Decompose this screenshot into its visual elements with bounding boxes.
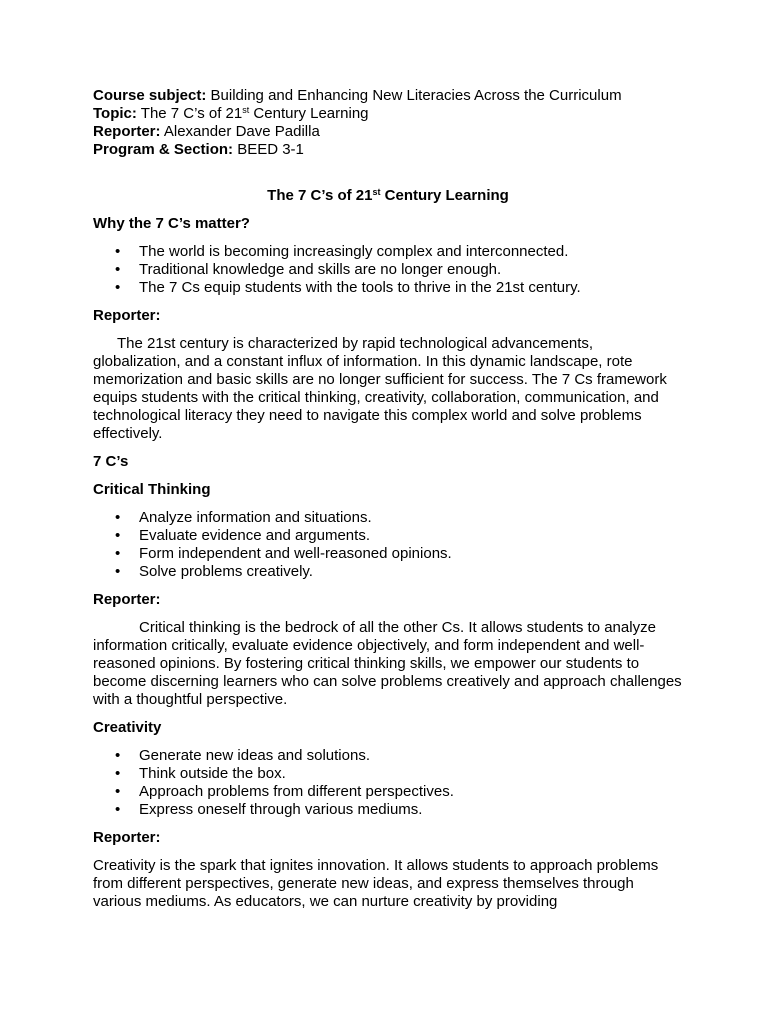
- list-item-text: Analyze information and situations.: [139, 509, 372, 526]
- list-item-text: Think outside the box.: [139, 765, 286, 782]
- bullet-icon: •: [115, 527, 121, 544]
- bullet-icon: •: [115, 765, 121, 782]
- list-item-text: Traditional knowledge and skills are no longer enough.: [139, 261, 502, 278]
- list-item: [93, 527, 683, 545]
- list-item: [93, 563, 683, 581]
- header-block: [93, 87, 683, 159]
- list-item-text: Express oneself through various mediums.: [139, 801, 423, 818]
- list-item: [93, 261, 683, 279]
- reporter-line: [93, 123, 683, 141]
- bullet-icon: •: [115, 243, 121, 260]
- list-item-text: Solve problems creatively.: [139, 563, 313, 580]
- list-item: [93, 765, 683, 783]
- list-item-text: The world is becoming increasingly complex and interconnected.: [139, 243, 569, 260]
- list-item-text: Generate new ideas and solutions.: [139, 747, 370, 764]
- reporter-label: Reporter:: [93, 123, 161, 140]
- bullet-icon: •: [115, 279, 121, 296]
- seven-cs-heading: 7 C’s: [93, 453, 129, 470]
- why-reporter-paragraph: The 21st century is characterized by rapid technological advancements, globalization, and a constant influx of information. In this dynamic landscape, rote memorization and basic skills are no longer sufficient for success. The 7 Cs framework equips students with the critical thinking, creativity, collaboration, communication, and technological literacy they need to navigate this complex world and solve problems effectively.: [93, 335, 667, 442]
- bullet-icon: •: [115, 545, 121, 562]
- list-item: [93, 279, 683, 297]
- critical-thinking-heading: Critical Thinking: [93, 481, 211, 498]
- course-subject-label: Course subject:: [93, 87, 207, 104]
- why-bullet-list: [93, 243, 683, 297]
- course-subject-line: [93, 87, 683, 105]
- list-item: [93, 545, 683, 563]
- bullet-icon: •: [115, 801, 121, 818]
- title-text-end: Century Learning: [380, 187, 509, 204]
- program-section-label: Program & Section:: [93, 141, 234, 158]
- list-item-text: Evaluate evidence and arguments.: [139, 527, 370, 544]
- list-item-text: The 7 Cs equip students with the tools to thrive in the 21st century.: [139, 279, 581, 296]
- title-text-start: The 7 C’s of 21: [267, 187, 373, 204]
- list-item: [93, 783, 683, 801]
- topic-line: [93, 105, 683, 123]
- bullet-icon: •: [115, 747, 121, 764]
- bullet-icon: •: [115, 509, 121, 526]
- document-title: [93, 187, 683, 205]
- topic-superscript: st: [242, 105, 250, 115]
- critical-thinking-reporter-paragraph: Critical thinking is the bedrock of all the other Cs. It allows students to analyze information critically, evaluate evidence objectively, and form independent and well-reasoned opinions. By fostering critical thinking skills, we empower our students to become discerning learners who can solve problems creatively and approach challenges with a thoughtful perspective.: [93, 619, 682, 708]
- title-superscript: st: [372, 187, 381, 197]
- topic-value-start: The 7 C’s of 21: [136, 105, 243, 122]
- reporter-name: Alexander Dave Padilla: [160, 123, 320, 140]
- topic-label: Topic:: [93, 105, 137, 122]
- creativity-bullet-list: [93, 747, 683, 819]
- list-item: [93, 509, 683, 527]
- critical-thinking-reporter-label: Reporter:: [93, 591, 161, 608]
- document-body: [93, 87, 683, 911]
- creativity-reporter-paragraph: Creativity is the spark that ignites innovation. It allows students to approach problems from different perspectives, generate new ideas, and express themselves through various mediums. As educators, we can nurture creativity by providing: [93, 857, 659, 910]
- course-subject-value: Building and Enhancing New Literacies Across the Curriculum: [206, 87, 622, 104]
- topic-value-end: Century Learning: [249, 105, 369, 122]
- program-section-value: BEED 3-1: [233, 141, 304, 158]
- list-item: [93, 243, 683, 261]
- bullet-icon: •: [115, 261, 121, 278]
- critical-thinking-bullet-list: [93, 509, 683, 581]
- list-item-text: Form independent and well-reasoned opinions.: [139, 545, 452, 562]
- list-item: [93, 801, 683, 819]
- bullet-icon: •: [115, 563, 121, 580]
- creativity-heading: Creativity: [93, 719, 162, 736]
- program-section-line: [93, 141, 683, 159]
- list-item-text: Approach problems from different perspectives.: [139, 783, 454, 800]
- why-reporter-label: Reporter:: [93, 307, 161, 324]
- bullet-icon: •: [115, 783, 121, 800]
- creativity-reporter-label: Reporter:: [93, 829, 161, 846]
- list-item: [93, 747, 683, 765]
- why-heading: Why the 7 C’s matter?: [93, 215, 250, 232]
